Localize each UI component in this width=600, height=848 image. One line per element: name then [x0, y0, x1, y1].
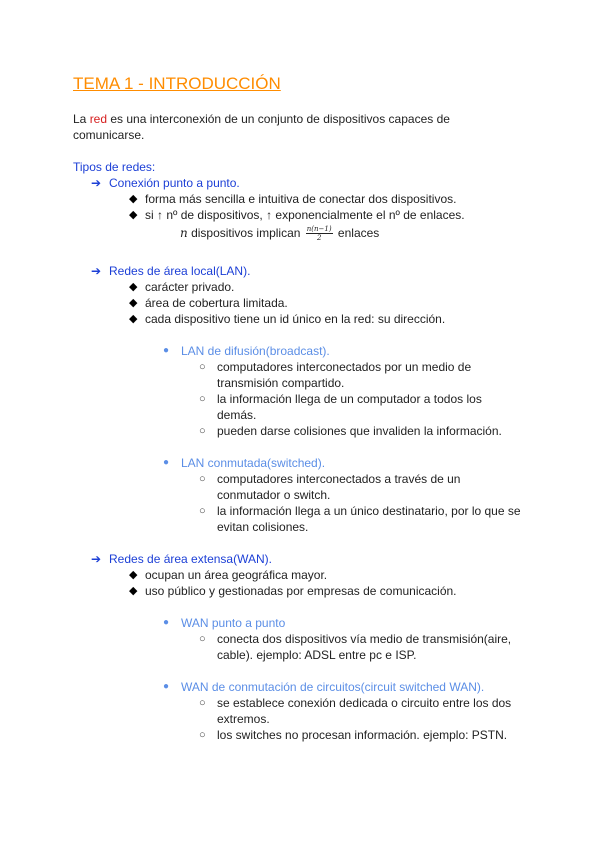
list-item-continued: transmisión compartido.: [217, 376, 345, 390]
intro-paragraph-line2: comunicarse.: [73, 128, 145, 142]
dot-bullet-icon: ●: [163, 345, 170, 356]
dot-bullet-icon: ●: [163, 681, 170, 692]
tipos-heading: Tipos de redes:: [73, 160, 156, 174]
intro-paragraph: La red es una interconexión de un conjunto de dispositivos capaces de: [73, 112, 450, 126]
list-item: la información llega a un único destinatario, por lo que se: [217, 504, 521, 518]
list-item: conecta dos dispositivos vía medio de transmisión(aire,: [217, 632, 512, 646]
list-item: computadores interconectados por un medio de: [217, 360, 472, 374]
diamond-bullet-icon: ◆: [129, 193, 138, 205]
list-item: ocupan un área geográfica mayor.: [145, 568, 328, 582]
arrow-icon: ➔: [91, 552, 102, 566]
subsection-heading-difusion: LAN de difusión(broadcast).: [181, 344, 330, 358]
diamond-bullet-icon: ◆: [129, 209, 138, 221]
subsection-heading-conmutada: LAN conmutada(switched).: [181, 456, 326, 470]
list-item: si ↑ nº de dispositivos, ↑ exponencialmente el nº de enlaces.: [145, 208, 465, 222]
section-heading-wan: Redes de área extensa(WAN).: [109, 552, 272, 566]
list-item: computadores interconectados a través de un: [217, 472, 461, 486]
list-item-continued: cable). ejemplo: ADSL entre pc e ISP.: [217, 648, 417, 662]
circle-bullet-icon: ○: [199, 697, 206, 709]
list-item: pueden darse colisiones que invaliden la información.: [217, 424, 502, 438]
section-heading-punto: Conexión punto a punto.: [109, 176, 240, 190]
circle-bullet-icon: ○: [199, 505, 206, 517]
list-item: cada dispositivo tiene un id único en la red: su dirección.: [145, 312, 446, 326]
formula-line: n dispositivos implican $\frac{n(n-1)}{2}$ enlaces: [180, 225, 380, 243]
arrow-icon: ➔: [91, 264, 102, 278]
dot-bullet-icon: ●: [163, 457, 170, 468]
subsection-heading-wan-circuitos: WAN de conmutación de circuitos(circuit switched WAN).: [181, 680, 485, 694]
diamond-bullet-icon: ◆: [129, 313, 138, 325]
list-item-continued: evitan colisiones.: [217, 520, 309, 534]
formula-fraction: $\frac{n(n-1)}{2}$: [306, 225, 332, 243]
list-item: la información llega de un computador a todos los: [217, 392, 482, 406]
list-item-continued: conmutador o switch.: [217, 488, 331, 502]
circle-bullet-icon: ○: [199, 633, 206, 645]
list-item: área de cobertura limitada.: [145, 296, 288, 310]
subsection-heading-wan-punto: WAN punto a punto: [181, 616, 286, 630]
list-item: uso público y gestionadas por empresas de comunicación.: [145, 584, 457, 598]
page-title: TEMA 1 - INTRODUCCIÓN: [73, 74, 281, 93]
circle-bullet-icon: ○: [199, 393, 206, 405]
list-item-continued: demás.: [217, 408, 257, 422]
diamond-bullet-icon: ◆: [129, 585, 138, 597]
list-item: forma más sencilla e intuitiva de conectar dos dispositivos.: [145, 192, 457, 206]
diamond-bullet-icon: ◆: [129, 281, 138, 293]
dot-bullet-icon: ●: [163, 617, 170, 628]
circle-bullet-icon: ○: [199, 361, 206, 373]
circle-bullet-icon: ○: [199, 473, 206, 485]
list-item-continued: extremos.: [217, 712, 270, 726]
formula-variable: n: [180, 226, 188, 240]
diamond-bullet-icon: ◆: [129, 297, 138, 309]
list-item: carácter privado.: [145, 280, 235, 294]
circle-bullet-icon: ○: [199, 729, 206, 741]
list-item: los switches no procesan información. ejemplo: PSTN.: [217, 728, 508, 742]
diamond-bullet-icon: ◆: [129, 569, 138, 581]
red-term: red: [89, 112, 108, 126]
list-item: se establece conexión dedicada o circuito entre los dos: [217, 696, 512, 710]
circle-bullet-icon: ○: [199, 425, 206, 437]
section-heading-lan: Redes de área local(LAN).: [109, 264, 251, 278]
arrow-icon: ➔: [91, 176, 102, 190]
